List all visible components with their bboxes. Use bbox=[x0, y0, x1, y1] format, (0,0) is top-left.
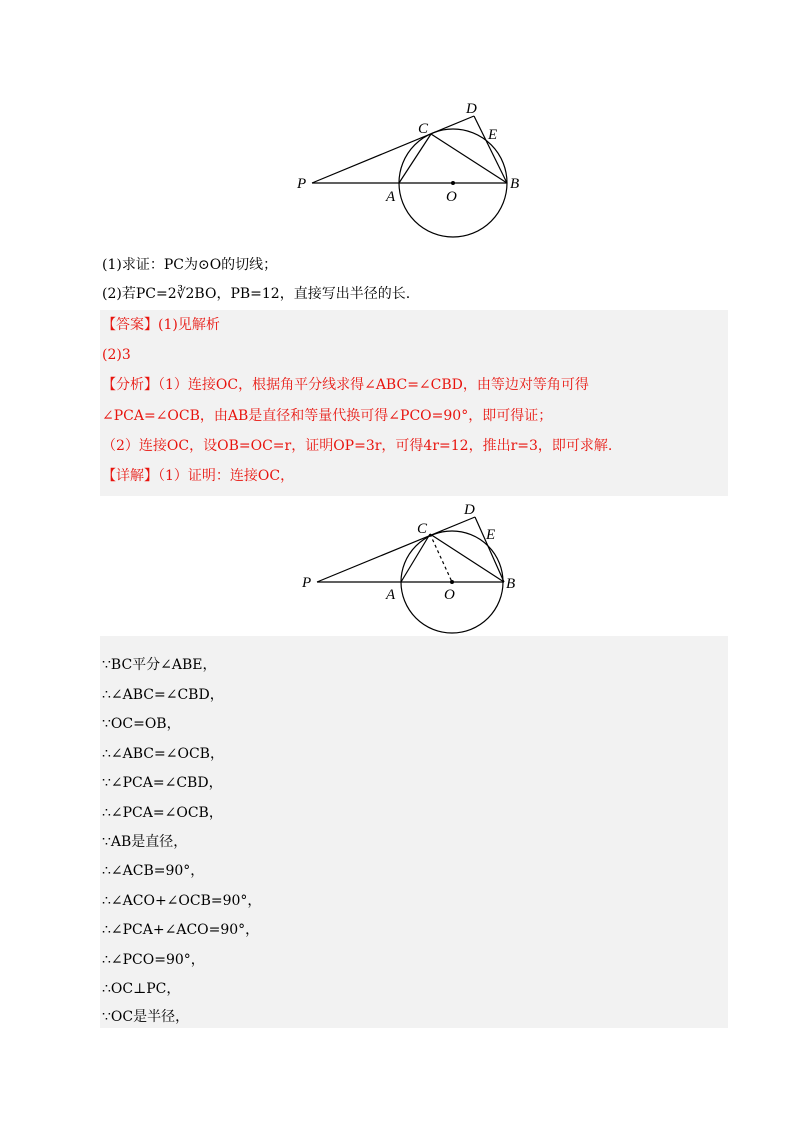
proof-step: ∴∠ABC=∠CBD， bbox=[102, 687, 224, 703]
line-ac bbox=[399, 134, 431, 183]
proof-step: ∴∠ABC=∠OCB， bbox=[102, 746, 224, 762]
geometry-figure-top bbox=[290, 95, 530, 245]
line-pd-2 bbox=[317, 517, 475, 582]
proof-step: ∴∠ACO+∠OCB=90°， bbox=[102, 893, 262, 909]
detail-intro: （1）证明：连接OC， bbox=[158, 468, 295, 484]
analysis-text-1: （1）连接OC，根据角平分线求得∠ABC=∠CBD，由等边对等角可得 bbox=[158, 377, 589, 393]
label-c: C bbox=[418, 121, 429, 137]
label-d-2: D bbox=[464, 502, 475, 518]
label-p-2: P bbox=[302, 575, 312, 591]
label-o: O bbox=[446, 189, 457, 205]
proof-step: ∴∠PCA=∠OCB， bbox=[102, 805, 223, 821]
question-2: (2)若PC=2∛2BO，PB=12，直接写出半径的长. bbox=[102, 286, 411, 302]
answer-2: (2)3 bbox=[102, 347, 131, 363]
analysis-text-3: （2）连接OC，设OB=OC=r，证明OP=3r，可得4r=12，推出r=3，即可求解. bbox=[102, 438, 613, 454]
label-e: E bbox=[488, 127, 498, 143]
proof-step: ∴∠PCO=90°， bbox=[102, 952, 205, 968]
proof-step: ∵OC是半径， bbox=[102, 1009, 190, 1025]
label-b-2: B bbox=[506, 576, 516, 592]
proof-step: ∵AB是直径， bbox=[102, 834, 188, 850]
answer-line-1 bbox=[102, 314, 220, 336]
proof-step: ∴∠ACB=90°， bbox=[102, 863, 205, 879]
proof-step: ∵BC平分∠ABE， bbox=[102, 657, 217, 673]
proof-step: ∴OC⊥PC， bbox=[102, 981, 181, 997]
proof-step: ∴∠PCA+∠ACO=90°， bbox=[102, 922, 260, 938]
answer-1: (1)见解析 bbox=[158, 317, 220, 333]
label-p: P bbox=[297, 176, 307, 192]
center-point-2 bbox=[450, 580, 454, 584]
analysis-tag: 【分析】 bbox=[102, 377, 158, 393]
line-pd bbox=[312, 116, 474, 183]
label-a: A bbox=[386, 189, 396, 205]
proof-step: ∵OC=OB， bbox=[102, 716, 181, 732]
label-a-2: A bbox=[386, 587, 396, 603]
geometry-figure-detail bbox=[300, 498, 520, 636]
detail-tag: 【详解】 bbox=[102, 468, 158, 484]
label-o-2: O bbox=[444, 587, 455, 603]
question-1: (1)求证：PC为⊙O的切线； bbox=[102, 257, 278, 273]
detail-line-1 bbox=[102, 465, 294, 487]
label-b: B bbox=[510, 176, 520, 192]
proof-step: ∵∠PCA=∠CBD， bbox=[102, 775, 223, 791]
center-point bbox=[451, 181, 455, 185]
answer-tag: 【答案】 bbox=[102, 317, 158, 333]
analysis-text-2: ∠PCA=∠OCB，由AB是直径和等量代换可得∠PCO=90°，即可得证； bbox=[102, 408, 553, 424]
analysis-line-1 bbox=[102, 374, 589, 396]
label-d: D bbox=[466, 101, 477, 117]
label-e-2: E bbox=[486, 527, 496, 543]
label-c-2: C bbox=[417, 521, 428, 537]
